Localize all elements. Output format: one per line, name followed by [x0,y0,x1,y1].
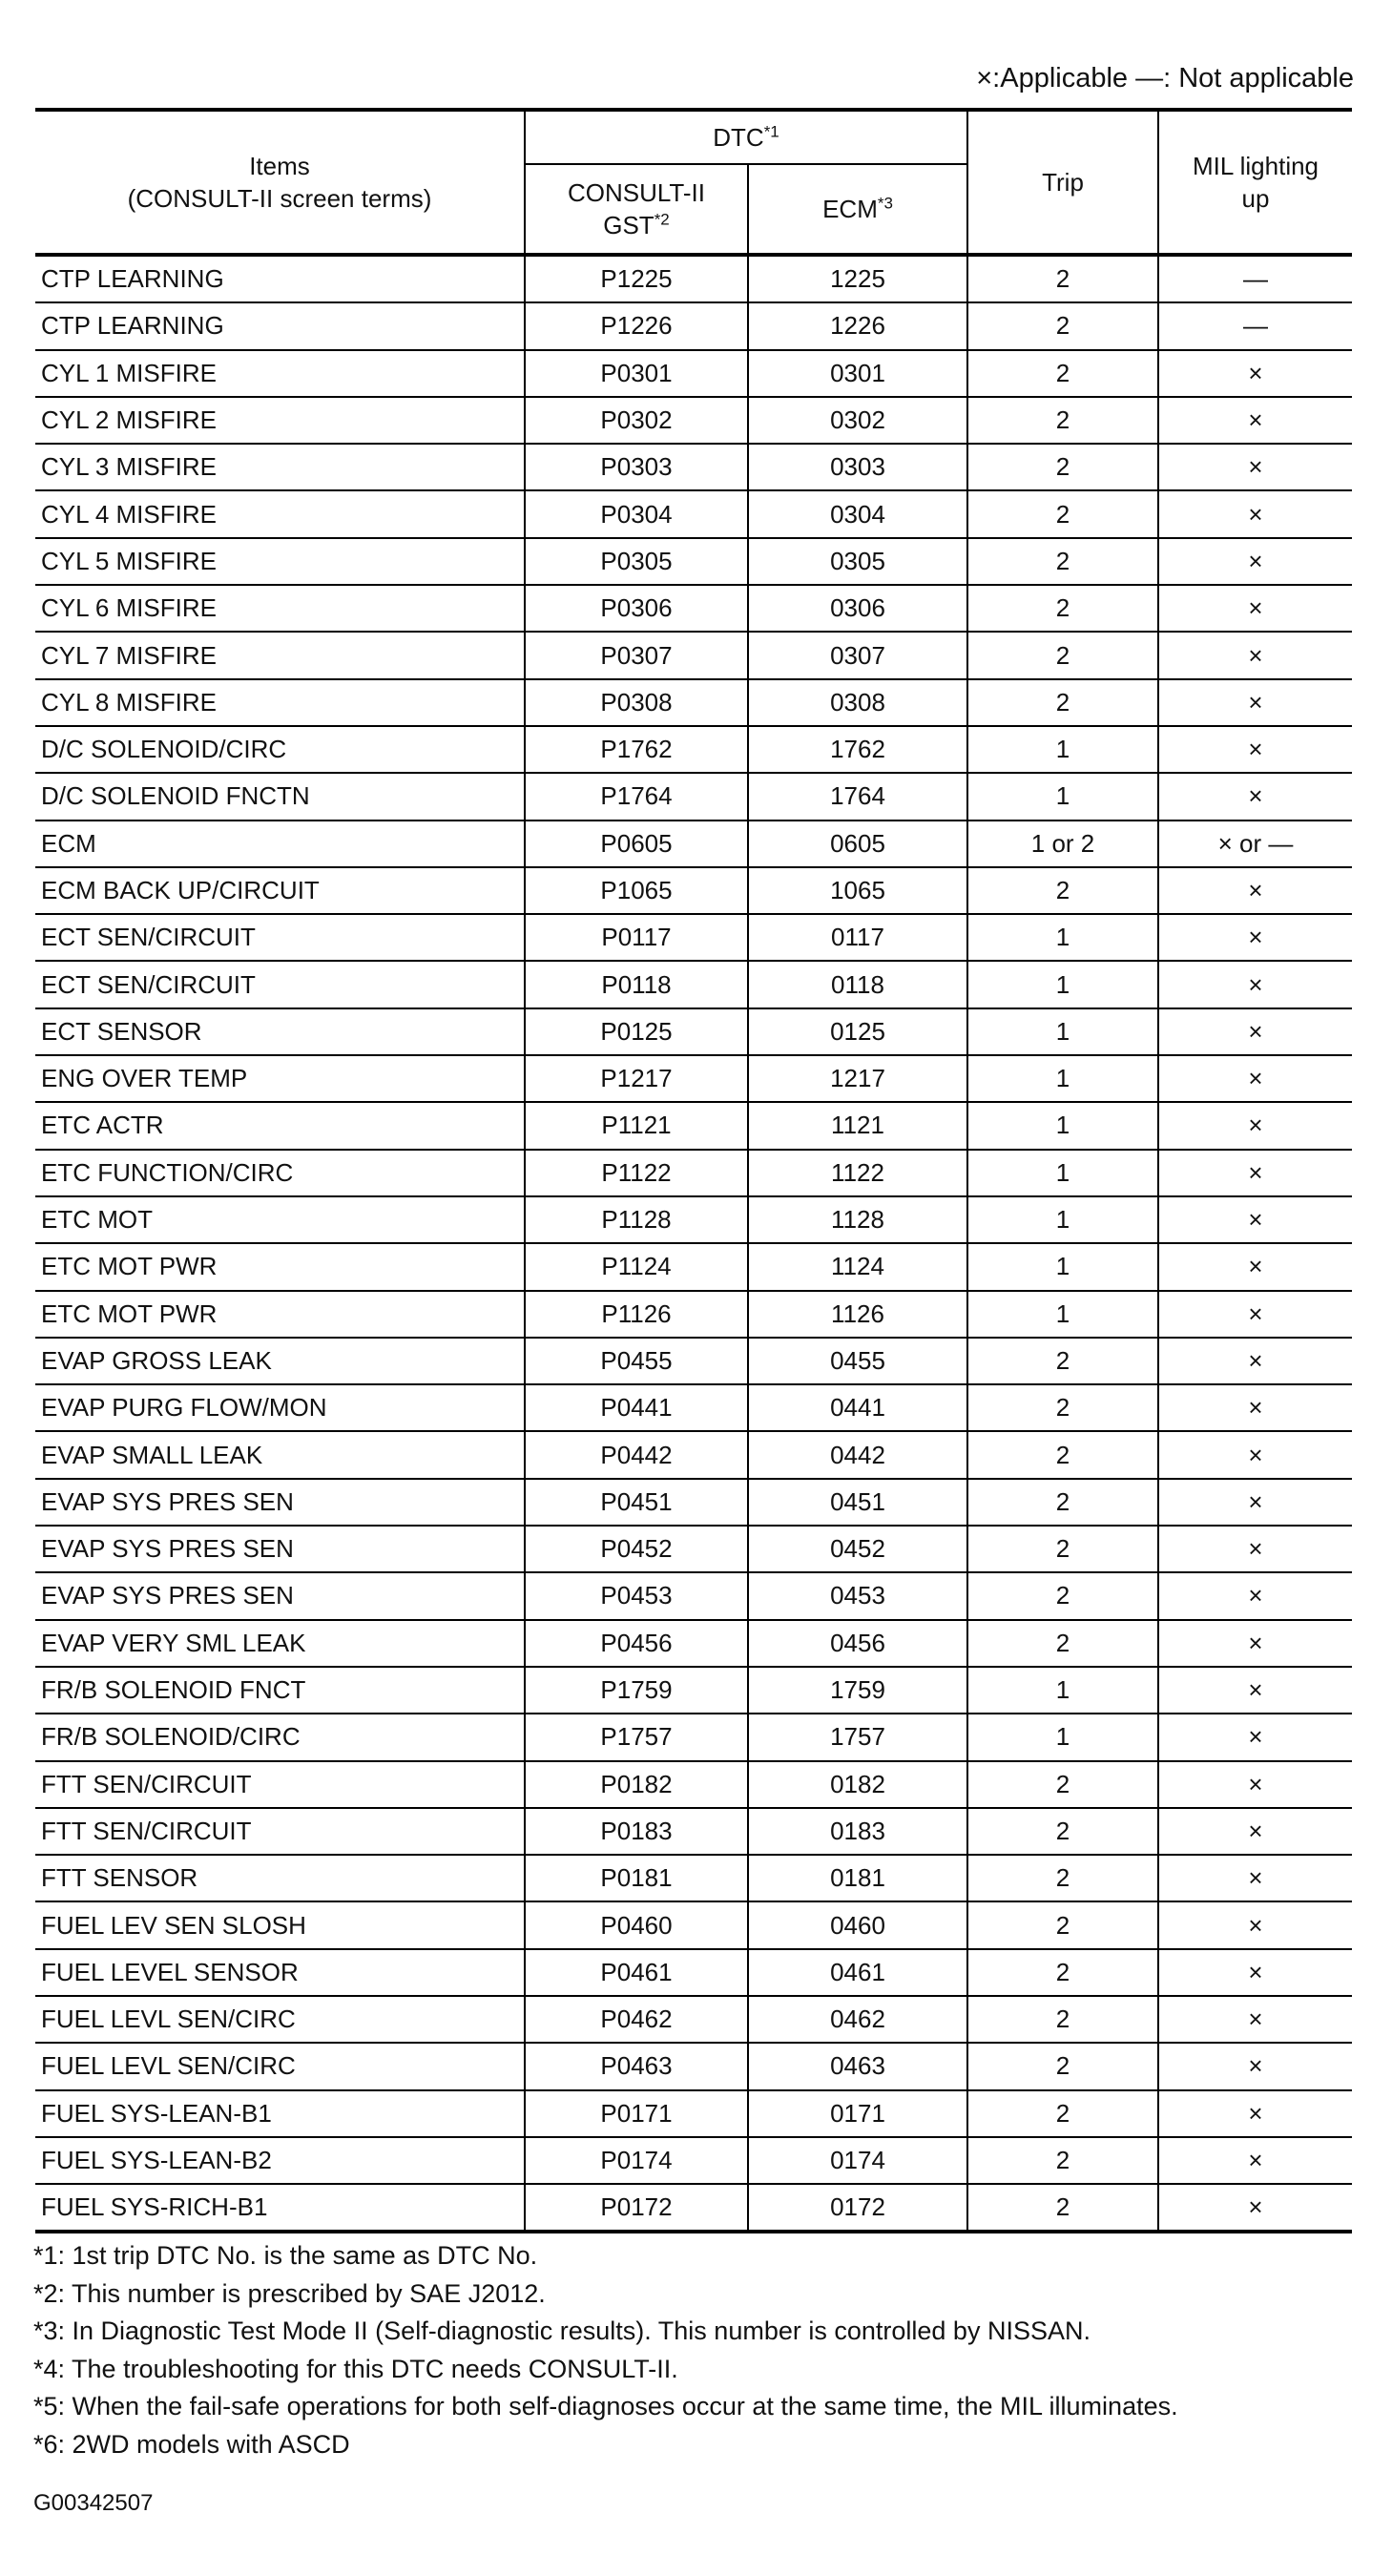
consult-code-cell: P0306 [525,585,748,632]
mil-cell: × [1158,679,1352,726]
table-row [35,1949,1352,1996]
ecm-code-cell: 0441 [748,1384,967,1431]
consult-code-cell: P0308 [525,679,748,726]
ecm-code-cell: 0453 [748,1572,967,1619]
ecm-code-cell: 1121 [748,1102,967,1149]
consult-code-cell: P0455 [525,1338,748,1384]
mil-cell: × [1158,585,1352,632]
trip-cell: 1 [967,1667,1158,1714]
mil-cell: × [1158,1572,1352,1619]
mil-cell: × [1158,350,1352,397]
table-row [35,1855,1352,1901]
consult-code-cell: P0456 [525,1620,748,1667]
trip-cell: 1 [967,1714,1158,1760]
item-cell: FR/B SOLENOID FNCT [35,1667,525,1714]
trip-cell: 1 [967,1291,1158,1338]
item-cell: CYL 6 MISFIRE [35,585,525,632]
item-cell: ETC MOT PWR [35,1243,525,1290]
mil-cell: × [1158,961,1352,1008]
dtc-table [35,108,1352,2233]
trip-cell: 2 [967,1338,1158,1384]
mil-cell: × [1158,1384,1352,1431]
mil-cell: × [1158,2090,1352,2137]
trip-cell: 2 [967,1996,1158,2043]
consult-code-cell: P0174 [525,2137,748,2184]
item-cell: FUEL LEVL SEN/CIRC [35,1996,525,2043]
consult-code-cell: P1126 [525,1291,748,1338]
consult-column-header [525,164,748,255]
table-row [35,726,1352,773]
ecm-code-cell: 1226 [748,302,967,349]
consult-code-cell: P0183 [525,1808,748,1855]
ecm-code-cell: 0172 [748,2184,967,2232]
item-cell: ECT SEN/CIRCUIT [35,961,525,1008]
trip-cell: 1 or 2 [967,821,1158,867]
table-row [35,1008,1352,1055]
item-cell: ECM [35,821,525,867]
consult-code-cell: P0301 [525,350,748,397]
mil-cell: × [1158,2184,1352,2232]
ecm-code-cell: 0125 [748,1008,967,1055]
table-row [35,1431,1352,1478]
ecm-code-cell: 0460 [748,1901,967,1948]
ecm-code-cell: 0442 [748,1431,967,1478]
consult-code-cell: P0181 [525,1855,748,1901]
consult-code-cell: P1225 [525,255,748,302]
footnote: *4: The troubleshooting for this DTC needs CONSULT-II. [33,2354,678,2383]
table-row [35,1714,1352,1760]
item-cell: EVAP GROSS LEAK [35,1338,525,1384]
item-cell: FTT SEN/CIRCUIT [35,1761,525,1808]
mil-cell: × [1158,1055,1352,1102]
consult-code-cell: P0171 [525,2090,748,2137]
item-cell: ETC ACTR [35,1102,525,1149]
table-body [35,255,1352,2232]
mil-cell: × [1158,773,1352,820]
dtc-header-label: DTC [713,123,764,152]
item-cell: CYL 8 MISFIRE [35,679,525,726]
item-cell: FUEL LEVEL SENSOR [35,1949,525,1996]
table-row [35,1620,1352,1667]
mil-cell: × [1158,867,1352,914]
mil-cell: × [1158,1196,1352,1243]
table-row [35,2137,1352,2184]
mil-cell: × [1158,632,1352,678]
ecm-code-cell: 1225 [748,255,967,302]
consult-code-cell: P1122 [525,1150,748,1196]
item-cell: CYL 2 MISFIRE [35,397,525,444]
consult-code-cell: P0451 [525,1479,748,1526]
item-cell: D/C SOLENOID/CIRC [35,726,525,773]
consult-code-cell: P1217 [525,1055,748,1102]
consult-code-cell: P0453 [525,1572,748,1619]
trip-cell: 1 [967,726,1158,773]
trip-cell: 2 [967,1620,1158,1667]
trip-cell: 2 [967,255,1158,302]
trip-cell: 2 [967,1901,1158,1948]
consult-code-cell: P0461 [525,1949,748,1996]
item-cell: FR/B SOLENOID/CIRC [35,1714,525,1760]
table-row [35,2184,1352,2232]
item-cell: CYL 5 MISFIRE [35,538,525,585]
consult-code-cell: P0182 [525,1761,748,1808]
ecm-code-cell: 0303 [748,444,967,490]
consult-code-cell: P0452 [525,1526,748,1572]
consult-code-cell: P1121 [525,1102,748,1149]
item-cell: ECT SEN/CIRCUIT [35,914,525,961]
consult-code-cell: P0460 [525,1901,748,1948]
mil-cell: × [1158,1808,1352,1855]
item-cell: EVAP VERY SML LEAK [35,1620,525,1667]
mil-header-line1: MIL lighting [1193,152,1319,180]
ecm-column-header [748,164,967,255]
item-cell: CTP LEARNING [35,255,525,302]
table-header [35,110,1352,255]
ecm-code-cell: 0456 [748,1620,967,1667]
table-row [35,679,1352,726]
table-row [35,302,1352,349]
table-row [35,1243,1352,1290]
item-cell: CTP LEARNING [35,302,525,349]
mil-cell: × [1158,2137,1352,2184]
trip-cell: 2 [967,302,1158,349]
item-cell: ETC MOT [35,1196,525,1243]
footnote: *6: 2WD models with ASCD [33,2429,350,2459]
table-row [35,773,1352,820]
table-row [35,444,1352,490]
item-cell: CYL 7 MISFIRE [35,632,525,678]
trip-cell: 2 [967,1384,1158,1431]
mil-cell: × [1158,1761,1352,1808]
consult-code-cell: P0303 [525,444,748,490]
ecm-code-cell: 0452 [748,1526,967,1572]
table-row [35,914,1352,961]
trip-cell: 2 [967,1808,1158,1855]
ecm-code-cell: 1126 [748,1291,967,1338]
items-header-line1: Items [249,152,310,180]
trip-cell: 2 [967,2137,1158,2184]
mil-cell: × [1158,538,1352,585]
table-row [35,1338,1352,1384]
item-cell: EVAP SYS PRES SEN [35,1526,525,1572]
table-row [35,1996,1352,2043]
ecm-code-cell: 0171 [748,2090,967,2137]
mil-cell: × [1158,1855,1352,1901]
trip-cell: 2 [967,632,1158,678]
trip-cell: 1 [967,961,1158,1008]
trip-cell: 2 [967,1572,1158,1619]
item-cell: ETC FUNCTION/CIRC [35,1150,525,1196]
item-cell: ENG OVER TEMP [35,1055,525,1102]
table-row [35,1761,1352,1808]
ecm-code-cell: 0118 [748,961,967,1008]
table-row [35,1055,1352,1102]
items-column-header [35,110,525,255]
consult-header-line1: CONSULT-II [568,178,705,207]
mil-cell: × [1158,1243,1352,1290]
trip-cell: 2 [967,1479,1158,1526]
mil-cell: × [1158,1479,1352,1526]
ecm-code-cell: 1759 [748,1667,967,1714]
mil-cell: × [1158,1949,1352,1996]
mil-cell: × [1158,1714,1352,1760]
trip-header-label: Trip [1042,168,1084,197]
mil-cell: × [1158,1996,1352,2043]
consult-code-cell: P0441 [525,1384,748,1431]
item-cell: FUEL LEVL SEN/CIRC [35,2043,525,2089]
item-cell: CYL 3 MISFIRE [35,444,525,490]
trip-cell: 1 [967,1102,1158,1149]
table-row [35,1150,1352,1196]
trip-cell: 2 [967,1761,1158,1808]
applicability-legend: ×:Applicable —: Not applicable [976,63,1354,93]
consult-code-cell: P0117 [525,914,748,961]
consult-code-cell: P1065 [525,867,748,914]
item-cell: ETC MOT PWR [35,1291,525,1338]
item-cell: EVAP SYS PRES SEN [35,1572,525,1619]
item-cell: CYL 1 MISFIRE [35,350,525,397]
consult-code-cell: P1757 [525,1714,748,1760]
item-cell: ECM BACK UP/CIRCUIT [35,867,525,914]
ecm-code-cell: 0117 [748,914,967,961]
ecm-code-cell: 1757 [748,1714,967,1760]
ecm-code-cell: 0463 [748,2043,967,2089]
item-cell: EVAP SYS PRES SEN [35,1479,525,1526]
consult-code-cell: P1124 [525,1243,748,1290]
table-row [35,1901,1352,1948]
mil-cell: × [1158,2043,1352,2089]
table-row [35,1384,1352,1431]
mil-cell: × [1158,490,1352,537]
table-row [35,821,1352,867]
consult-code-cell: P1764 [525,773,748,820]
mil-cell: × [1158,1667,1352,1714]
table-row [35,1572,1352,1619]
item-cell: EVAP PURG FLOW/MON [35,1384,525,1431]
ecm-code-cell: 0605 [748,821,967,867]
ecm-code-cell: 0301 [748,350,967,397]
item-cell: D/C SOLENOID FNCTN [35,773,525,820]
ecm-code-cell: 1762 [748,726,967,773]
ecm-code-cell: 1217 [748,1055,967,1102]
table-row [35,1196,1352,1243]
ecm-code-cell: 0304 [748,490,967,537]
table-row [35,867,1352,914]
trip-cell: 1 [967,1150,1158,1196]
trip-cell: 2 [967,2090,1158,2137]
trip-cell: 2 [967,1949,1158,1996]
table-row [35,1479,1352,1526]
table-row [35,961,1352,1008]
mil-cell: × [1158,914,1352,961]
trip-cell: 1 [967,1055,1158,1102]
item-cell: EVAP SMALL LEAK [35,1431,525,1478]
ecm-code-cell: 1065 [748,867,967,914]
ecm-code-cell: 1124 [748,1243,967,1290]
mil-cell: × or — [1158,821,1352,867]
mil-cell: × [1158,1620,1352,1667]
mil-column-header [1158,110,1352,255]
ecm-code-cell: 0302 [748,397,967,444]
trip-cell: 2 [967,2043,1158,2089]
table-row [35,350,1352,397]
item-cell: FTT SEN/CIRCUIT [35,1808,525,1855]
mil-cell: × [1158,1901,1352,1948]
mil-cell: × [1158,444,1352,490]
ecm-code-cell: 0308 [748,679,967,726]
item-cell: FTT SENSOR [35,1855,525,1901]
mil-cell: — [1158,302,1352,349]
item-cell: ECT SENSOR [35,1008,525,1055]
consult-code-cell: P0462 [525,1996,748,2043]
footnote: *5: When the fail-safe operations for both self-diagnoses occur at the same time, the MIL illuminates. [33,2392,1178,2420]
consult-code-cell: P0307 [525,632,748,678]
ecm-code-cell: 0306 [748,585,967,632]
trip-cell: 2 [967,397,1158,444]
ecm-code-cell: 0183 [748,1808,967,1855]
footnote: *3: In Diagnostic Test Mode II (Self-diagnostic results). This number is controlled by NISSAN. [33,2316,1091,2345]
trip-cell: 2 [967,1855,1158,1901]
footnote: *2: This number is prescribed by SAE J2012. [33,2278,546,2308]
mil-cell: × [1158,726,1352,773]
table-row [35,1808,1352,1855]
ecm-code-cell: 1122 [748,1150,967,1196]
trip-cell: 2 [967,1431,1158,1478]
trip-cell: 1 [967,1008,1158,1055]
trip-cell: 2 [967,1526,1158,1572]
consult-code-cell: P0605 [525,821,748,867]
dtc-group-header [525,110,967,164]
trip-cell: 2 [967,585,1158,632]
item-cell: FUEL LEV SEN SLOSH [35,1901,525,1948]
mil-cell: × [1158,1102,1352,1149]
ecm-code-cell: 0174 [748,2137,967,2184]
ecm-header-label: ECM [822,195,878,223]
ecm-code-cell: 0461 [748,1949,967,1996]
consult-code-cell: P0442 [525,1431,748,1478]
trip-cell: 2 [967,2184,1158,2232]
ecm-code-cell: 0451 [748,1479,967,1526]
consult-code-cell: P1226 [525,302,748,349]
table-row [35,1526,1352,1572]
mil-cell: × [1158,1431,1352,1478]
trip-column-header [967,110,1158,255]
mil-cell: × [1158,1008,1352,1055]
items-header-line2: (CONSULT-II screen terms) [127,184,432,213]
ecm-code-cell: 1128 [748,1196,967,1243]
trip-cell: 1 [967,1196,1158,1243]
mil-cell: × [1158,1150,1352,1196]
consult-code-cell: P0302 [525,397,748,444]
mil-cell: × [1158,1291,1352,1338]
consult-header-line2: GST [603,211,654,239]
consult-code-cell: P0118 [525,961,748,1008]
ecm-code-cell: 0462 [748,1996,967,2043]
trip-cell: 2 [967,444,1158,490]
trip-cell: 1 [967,1243,1158,1290]
ecm-code-cell: 0181 [748,1855,967,1901]
ecm-code-cell: 0305 [748,538,967,585]
table-row [35,255,1352,302]
table-row [35,2090,1352,2137]
mil-header-line2: up [1241,184,1270,213]
footnote: *1: 1st trip DTC No. is the same as DTC No. [33,2241,538,2270]
consult-code-cell: P1762 [525,726,748,773]
ecm-code-cell: 0307 [748,632,967,678]
consult-code-cell: P1128 [525,1196,748,1243]
table-row [35,1667,1352,1714]
mil-cell: × [1158,397,1352,444]
table-row [35,585,1352,632]
consult-code-cell: P0463 [525,2043,748,2089]
item-cell: FUEL SYS-RICH-B1 [35,2184,525,2232]
dtc-header-footnote: *1 [763,122,779,141]
consult-code-cell: P0125 [525,1008,748,1055]
consult-code-cell: P0304 [525,490,748,537]
consult-code-cell: P0172 [525,2184,748,2232]
table-row [35,2043,1352,2089]
mil-cell: × [1158,1338,1352,1384]
table-row [35,397,1352,444]
trip-cell: 1 [967,773,1158,820]
consult-code-cell: P1759 [525,1667,748,1714]
ecm-code-cell: 0455 [748,1338,967,1384]
figure-id: G00342507 [33,2490,154,2516]
table-row [35,1102,1352,1149]
consult-header-footnote: *2 [654,210,670,229]
consult-code-cell: P0305 [525,538,748,585]
table-row [35,538,1352,585]
footnotes [33,2237,1178,2463]
mil-cell: — [1158,255,1352,302]
table-row [35,490,1352,537]
trip-cell: 2 [967,350,1158,397]
ecm-header-footnote: *3 [877,194,893,213]
item-cell: FUEL SYS-LEAN-B2 [35,2137,525,2184]
ecm-code-cell: 1764 [748,773,967,820]
trip-cell: 2 [967,867,1158,914]
item-cell: FUEL SYS-LEAN-B1 [35,2090,525,2137]
table-row [35,632,1352,678]
table-row [35,1291,1352,1338]
trip-cell: 2 [967,490,1158,537]
trip-cell: 2 [967,538,1158,585]
ecm-code-cell: 0182 [748,1761,967,1808]
trip-cell: 1 [967,914,1158,961]
trip-cell: 2 [967,679,1158,726]
mil-cell: × [1158,1526,1352,1572]
item-cell: CYL 4 MISFIRE [35,490,525,537]
